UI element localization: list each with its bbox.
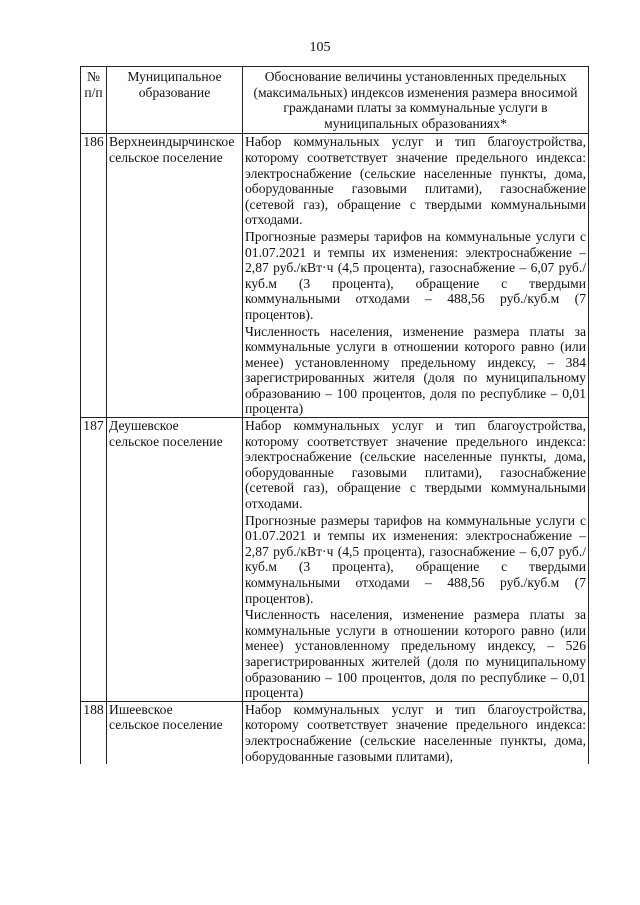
- table-row: [81, 134, 589, 418]
- justification-cell: [243, 418, 589, 702]
- municipality-type: сельское поселение: [109, 149, 223, 165]
- justification-cell: [243, 134, 589, 418]
- municipality-type: сельское поселение: [109, 433, 223, 449]
- population-paragraph: Численность населения, изменение размера платы за коммунальные услуги в отношении которого равно (или менее) установленному предельному индексу, – 384 зарегистрированных жителя (доля по муниципальному образованию – 100 процентов, доля по республике – 0,01 процента): [245, 323, 586, 417]
- row-number: 187: [81, 418, 107, 702]
- table-row: [81, 701, 589, 764]
- municipality-type: сельское поселение: [109, 717, 223, 733]
- municipality-cell: [107, 418, 243, 702]
- municipality-cell: [107, 701, 243, 764]
- header-justification: Обоснование величины установленных предельных (максимальных) индексов изменения размера вносимой гражданами платы за коммунальные услуги в муниципальных образованиях*: [243, 67, 589, 134]
- page-number: 105: [309, 40, 331, 55]
- header-num: № п/п: [81, 67, 107, 134]
- header-municipality: Муниципальное образование: [107, 67, 243, 134]
- table-header-row: [81, 67, 589, 134]
- population-paragraph: Численность населения, изменение размера платы за коммунальные услуги в отношении которого равно (или менее) установленному предельному индексу, – 526 зарегистрированных жителей (доля по муниципальному образованию – 100 процентов, доля по республике – 0,01 процента): [245, 607, 586, 701]
- table-row: [81, 418, 589, 702]
- tariffs-paragraph: Прогнозные размеры тарифов на коммунальные услуги с 01.07.2021 и темпы их изменения: электроснабжение – 2,87 руб./кВт·ч (4,5 процента), газоснабжение – 6,07 руб./куб.м (3 процента), обращение с твердыми коммунальными отходами – 488,56 руб./куб.м (7 процентов).: [245, 512, 586, 606]
- municipality-name: Ишеевское: [109, 701, 173, 717]
- row-number: 188: [81, 701, 107, 764]
- services-paragraph: Набор коммунальных услуг и тип благоустройства, которому соответствует значение предельного индекса: электроснабжение (сельские населенные пункты, дома, оборудованные газовыми плитами), газоснабжение (сетевой газ), обращение с твердыми коммунальными отходами.: [245, 418, 586, 512]
- services-paragraph: Набор коммунальных услуг и тип благоустройства, которому соответствует значение предельного индекса: электроснабжение (сельские населенные пункты, дома, оборудованные газовыми плитами),: [245, 701, 586, 764]
- row-number: 186: [81, 134, 107, 418]
- municipality-cell: [107, 134, 243, 418]
- tariffs-paragraph: Прогнозные размеры тарифов на коммунальные услуги с 01.07.2021 и темпы их изменения: электроснабжение – 2,87 руб./кВт·ч (4,5 процента), газоснабжение – 6,07 руб./куб.м (3 процента), обращение с твердыми коммунальными отходами – 488,56 руб./куб.м (7 процентов).: [245, 228, 586, 322]
- indices-table: [80, 66, 589, 764]
- municipality-name: Деушевское: [109, 418, 179, 434]
- justification-cell: [243, 701, 589, 764]
- municipality-name: Верхнеиндырчинское: [109, 134, 235, 150]
- services-paragraph: Набор коммунальных услуг и тип благоустройства, которому соответствует значение предельного индекса: электроснабжение (сельские населенные пункты, дома, оборудованные газовыми плитами), газоснабжение (сетевой газ), обращение с твердыми коммунальными отходами.: [245, 134, 586, 228]
